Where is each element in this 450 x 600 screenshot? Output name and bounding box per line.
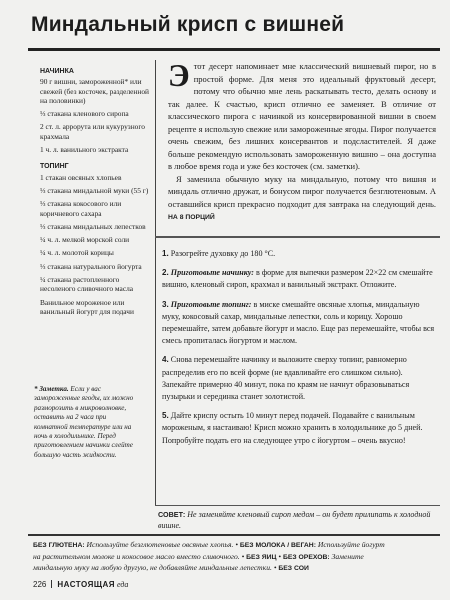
- book-title: НАСТОЯЩАЯ: [57, 580, 116, 589]
- intro-paragraph-text: Я заменила обычную муку на миндальную, потому что вишня и миндаль отлично дружат, и бонусом пирог получается безглютеновым. А оставшийся крисп прекрасно подходит для завтрака на следующий день.: [168, 173, 436, 209]
- tip-text: Не заменяйте кленовый сироп медом – он будет прилипать к холодной вишне.: [158, 510, 431, 530]
- step-number: 3.: [162, 299, 169, 309]
- footer-separator: [51, 580, 52, 588]
- soy-free-label: БЕЗ СОИ: [278, 565, 309, 573]
- topping-list: [40, 173, 150, 294]
- dairy-free-text: Используйте йогурт на растительном молоке и кокосовое масло вместо сливочного.: [33, 540, 385, 561]
- ingredient-item: 1 ч. л. ванильного экстракта: [40, 145, 129, 155]
- servings-label: НА 8 ПОРЦИЙ: [168, 214, 215, 221]
- step-lead: Приготовьте топинг:: [170, 299, 252, 309]
- ingredient-item: ⅓ стакана кленового сиропа: [40, 109, 129, 119]
- step-number: 1.: [162, 249, 169, 258]
- tip-label: СОВЕТ:: [158, 510, 186, 519]
- step-item: [162, 267, 438, 291]
- step-lead: Приготовьте начинку:: [170, 268, 254, 278]
- step-item: [162, 299, 438, 348]
- page-footer: [33, 580, 128, 589]
- note-block: [34, 385, 140, 460]
- step-text: Дайте криспу остыть 10 минут перед подачей. Подавайте с ванильным мороженым, я настаиваю! Крисп можно хранить в холодильнике до 5 дней. Попробуйте подать его на следующее утро с йогуртом – очень вкусно!: [162, 411, 423, 445]
- ingredient-item: 90 г вишни, замороженной* или свежей (без косточек, разделенной на половинки): [40, 77, 149, 105]
- ingredient-item: ¼ ч. л. молотой корицы: [40, 248, 114, 258]
- separator: •: [233, 540, 240, 549]
- section-divider: [155, 236, 440, 238]
- step-number: 5.: [162, 411, 169, 421]
- intro-paragraph: [168, 173, 436, 225]
- step-item: [162, 354, 438, 403]
- step-text: Разогрейте духовку до 180 °C.: [170, 249, 276, 258]
- step-number: 4.: [162, 355, 169, 365]
- egg-free-label: БЕЗ ЯИЦ: [246, 553, 277, 561]
- separator: •: [276, 551, 283, 561]
- ingredient-item: ¼ ч. л. мелкой морской соли: [40, 235, 130, 245]
- ingredient-item: ⅓ стакана миндальных лепестков: [40, 221, 146, 231]
- dairy-free-label: БЕЗ МОЛОКА / ВЕГАН:: [239, 542, 316, 549]
- ingredient-item: ⅓ стакана миндальной муки (55 г): [40, 185, 149, 195]
- nut-free-text: Замените миндальную муку на любую другую, не добавляйте миндальные лепестки.: [33, 551, 364, 573]
- book-title-italic: еда: [117, 580, 129, 589]
- step-text: в форме для выпечки размером 22×22 см смешайте вишню, кленовый сироп, крахмал и ванильный экстракт. Отложите.: [162, 268, 433, 290]
- filling-heading: НАЧИНКА: [40, 68, 74, 75]
- note-label: * Заметка.: [34, 385, 69, 393]
- tip-block: [158, 509, 434, 531]
- page-number: 226: [33, 580, 47, 589]
- column-divider: [155, 60, 156, 505]
- step-item: [162, 248, 438, 260]
- intro-paragraph: [168, 57, 436, 173]
- diet-notes: [33, 540, 393, 575]
- step-text: в миске смешайте овсяные хлопья, миндальную муку, кокосовый сахар, миндальные лепестки, соль и корицу. Хорошо перемешайте, затем добавьте йогурт и масло. Еще раз перемешайте, чтобы вся смесь пропиталась йогуртом и маслом.: [162, 299, 435, 346]
- step-number: 2.: [162, 268, 169, 278]
- recipe-title: Миндальный крисп с вишней: [31, 13, 345, 36]
- intro-text: [168, 57, 436, 225]
- title-divider: [28, 48, 440, 51]
- gluten-free-text: Используйте безглютеновые овсяные хлопья.: [84, 540, 234, 549]
- serving-suggestion: Ванильное мороженое или ванильный йогурт для подачи: [40, 297, 134, 316]
- ingredient-item: ⅓ стакана кокосового или коричневого сахара: [40, 199, 122, 218]
- filling-list: [40, 77, 150, 154]
- separator: •: [271, 563, 279, 573]
- step-text: Снова перемешайте начинку и выложите сверху топинг, равномерно распределив его по всей форме (не вдавливайте его слишком сильно). Запекайте примерно 40 минут, пока по краям не начнут образовываться пузырьки и серединка станет золотистой.: [162, 355, 410, 402]
- note-text: Если у вас замороженные ягоды, их можно разморозить в микроволновке, оставить на 2 часа при комнатной температуре или на ночь в холодильнике. Перед приготовлением начинки слейте большую часть жидкости.: [34, 385, 134, 459]
- ingredient-item: 1 стакан овсяных хлопьев: [40, 172, 122, 182]
- tip-divider: [155, 505, 440, 506]
- nut-free-label: БЕЗ ОРЕХОВ:: [282, 553, 330, 561]
- topping-heading: ТОПИНГ: [40, 163, 69, 171]
- separator: •: [239, 551, 247, 561]
- step-item: [162, 410, 438, 447]
- ingredients-column: [40, 63, 150, 320]
- drop-cap: Э: [168, 57, 190, 93]
- steps-list: [162, 248, 438, 454]
- ingredient-item: ¼ стакана растопленного несоленого сливочного масла: [40, 275, 134, 294]
- intro-paragraph-text: тот десерт напоминает мне классический вишневый пирог, но в простой форме. Для меня это идеальный фруктовый десерт, потому что обычно мне лень раскатывать тесто, делать основу и так далее. К счастью, крисп отлично ее заменяет. В отличие от классического пирога с начинкой из консервированной вишни в своем рецепте я использую свежие или замороженные ягоды. Пирог получается очень свежим, без лишних консервантов и подсластителей. Я даже больше рекомендую использовать замороженную вишню – она доступна в любое время года и уже без косточек (см. заметки).: [168, 61, 436, 171]
- gluten-free-label: БЕЗ ГЛЮТЕНА:: [33, 542, 85, 549]
- ingredient-item: ⅓ стакана натурального йогурта: [40, 261, 142, 271]
- ingredient-item: 2 ст. л. аррорута или кукурузного крахмала: [40, 122, 145, 141]
- diet-divider: [28, 534, 440, 536]
